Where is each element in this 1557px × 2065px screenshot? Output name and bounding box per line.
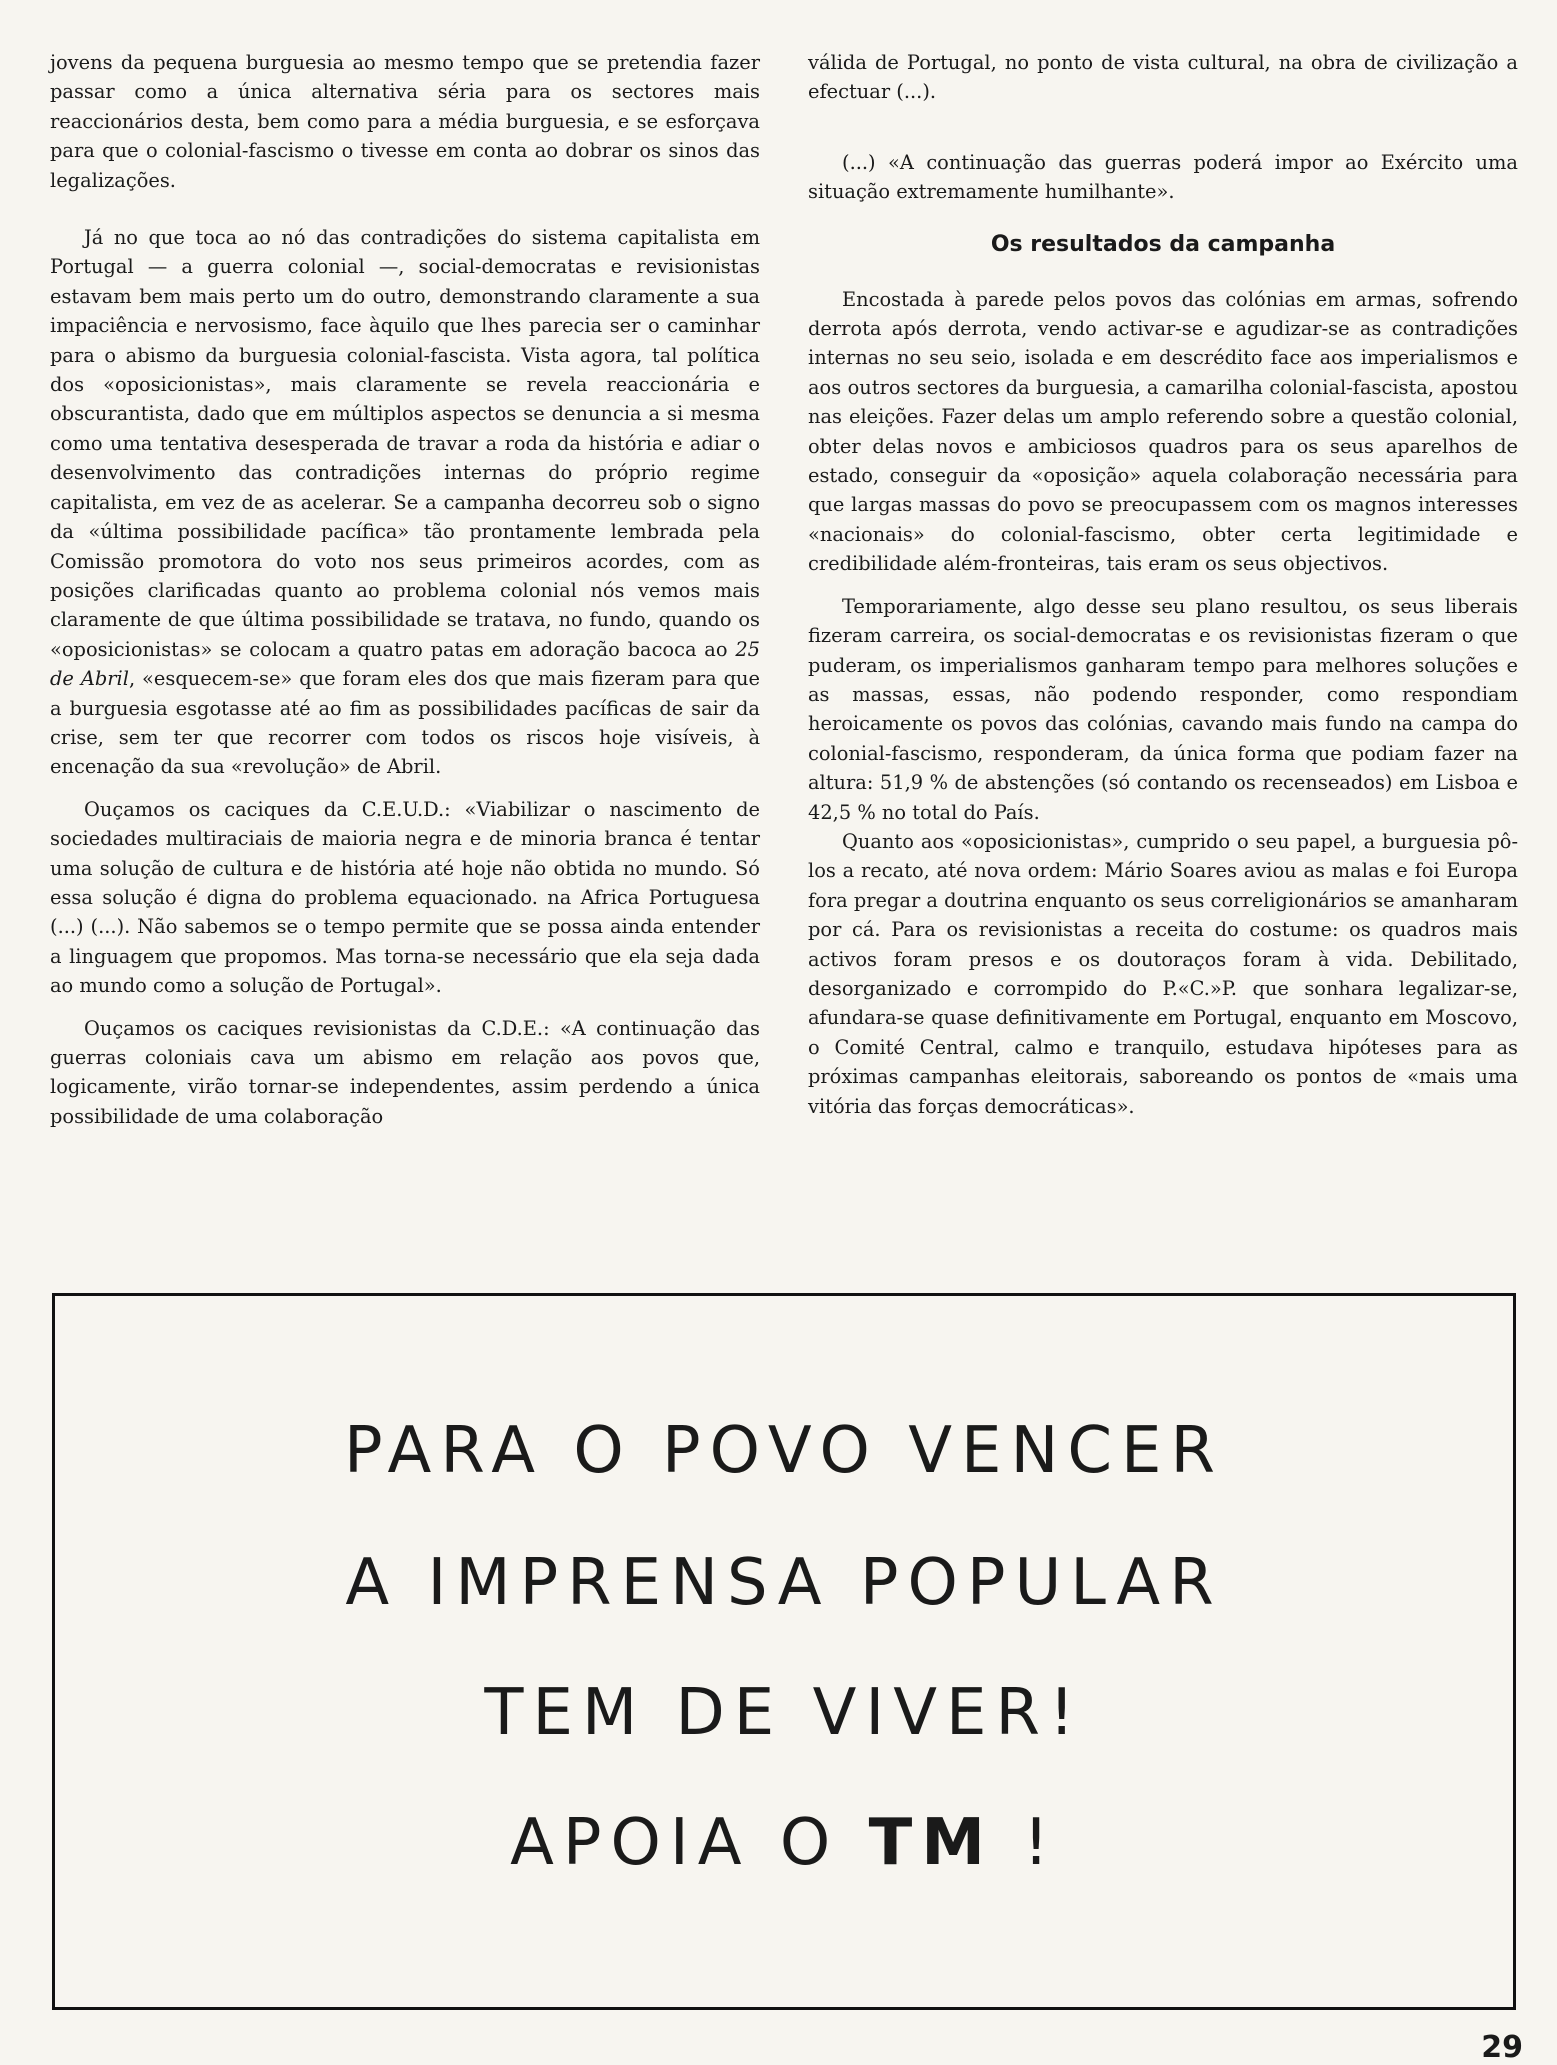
ad-line-3: TEM DE VIVER!: [484, 1676, 1084, 1750]
paragraph: Temporariamente, algo desse seu plano resultou, os seus liberais fizeram carreira, os social-democratas e os revisionistas fizeram o que puderam, os imperialismos ganharam tempo para melhores soluções e as massas, essas, não podendo responder, como respondiam heroicamente os povos das colónias, cavando mais fundo na campa do colonial-fascismo, responderam, da única forma que podiam fazer na altura: 51,9 % de abstenções (só contando os recenseados) em Lisboa e 42,5 % no total do País.: [808, 594, 1518, 824]
paragraph: válida de Portugal, no ponto de vista cultural, na obra de civilização a efectuar (...).: [808, 51, 1518, 104]
support-advertisement-box: [52, 1293, 1516, 2010]
date-emphasis: 25 de Abril: [50, 637, 760, 691]
ad-line-4: [55, 1806, 1513, 1880]
paragraph-gap: [50, 195, 760, 223]
left-column: [50, 48, 760, 1144]
paragraph: Ouçamos os caciques da C.E.U.D.: «Viabilizar o nascimento de sociedades multiraciais de maioria negra e de minoria branca é tentar uma solução de cultura e de história até hoje não obtida no mundo. Só essa solução é digna do problema equacionado. na Africa Portuguesa (...) (...). Não sabemos se o tempo permite que se possa ainda entender a linguagem que propomos. Mas torna-se necessário que ela seja dada ao mundo como a solução de Portugal».: [50, 797, 760, 998]
section-heading: Os resultados da campanha: [990, 231, 1336, 257]
paragraph-text: Já no que toca ao nó das contradições do sistema capitalista em Portugal — a guerra colonial —, social-democratas e revisionistas estavam bem mais perto um do outro, demonstrando claramente a sua impaciência e nervosismo, face àquilo que lhes parecia ser o caminhar para o abismo da burguesia colonial-fascista. Vista agora, tal política dos «oposicionistas», mais claramente se revela reaccionária e obscurantista, dado que em múltiplos aspectos se denuncia a si mesma como uma tentativa desesperada de travar a roda da história e adiar o desenvolvimento das contradições internas do próprio regime capitalista, em vez de as acelerar. Se a campanha decorreu sob o signo da «última possibilidade pacífica» tão prontamente lembrada pela Comissão promotora do voto nos seus primeiros acordes, com as posições clarificadas quanto ao problema colonial nós vemos mais claramente de que última possibilidade se tratava, no fundo, quando os «oposicionistas» se colocam a quatro patas em adoração bacoca ao: [50, 226, 760, 661]
paragraph: Encostada à parede pelos povos das colónias em armas, sofrendo derrota após derrota, vendo activar-se e agudizar-se as contradições internas no seu seio, isolada e em descrédito face aos imperialismos e aos outros sectores da burguesia, a camarilha colonial-fascista, apostou nas eleições. Fazer delas um amplo referendo sobre a questão colonial, obter delas novos e ambiciosos quadros para os seus aparelhos de estado, conseguir da «oposição» aquela colaboração necessária para que largas massas do povo se preocupassem com os magnos interesses «nacionais» do colonial-fascismo, obter certa legitimidade e credibilidade além-fronteiras, tais eram os seus objectivos.: [808, 287, 1518, 576]
ad-line-1: PARA O POVO VENCER: [344, 1414, 1224, 1488]
paragraph-text: , «esquecem-se» que foram eles dos que mais fizeram para que a burguesia esgotasse até ao fim as possibilidades pacíficas de sair da crise, sem ter que recorrer com todos os riscos hoje visíveis, à encenação da sua «revolução» de Abril.: [50, 667, 760, 779]
ad-line-2: A IMPRENSA POPULAR: [345, 1546, 1223, 1620]
paragraph: Ouçamos os caciques revisionistas da C.D.E.: «A continuação das guerras coloniais cava um abismo em relação aos povos que, logicamente, virão tornar-se independentes, assim perdendo a única possibilidade de uma colaboração: [50, 1016, 760, 1128]
paragraph: (...) «A continuação das guerras poderá impor ao Exército uma situação extremamente humilhante».: [808, 150, 1518, 204]
paragraph-gap: [808, 120, 1518, 148]
ad-line-4-prefix: APOIA O: [510, 1806, 869, 1880]
tm-logo-text: TM: [868, 1806, 994, 1880]
paragraph: jovens da pequena burguesia ao mesmo tempo que se pretendia fazer passar como a única alternativa séria para os sectores mais reaccionários desta, bem como para a média burguesia, e se esforçava para que o colonial-fascismo o tivesse em conta ao dobrar os sinos das legalizações.: [50, 51, 760, 192]
paragraph: Quanto aos «oposicionistas», cumprido o seu papel, a burguesia pô-los a recato, até nova ordem: Mário Soares aviou as malas e foi Europa fora pregar a doutrina enquanto os seus correligionários se amanharam por cá. Para os revisionistas a receita do costume: os quadros mais activos foram presos e os doutoraços foram à vida. Debilitado, desorganizado e corrompido do P.«C.»P. que sonhara legalizar-se, afundara-se quase definitivamente em Portugal, enquanto em Moscovo, o Comité Central, calmo e tranquilo, estudava hipóteses para as próximas campanhas eleitorais, saboreando os pontos de «mais uma vitória das forças democráticas».: [808, 829, 1518, 1118]
right-column: [808, 48, 1518, 1134]
paragraph: [50, 223, 760, 782]
ad-line-4-suffix: !: [993, 1806, 1058, 1880]
page-number: 29: [1481, 2030, 1523, 2065]
